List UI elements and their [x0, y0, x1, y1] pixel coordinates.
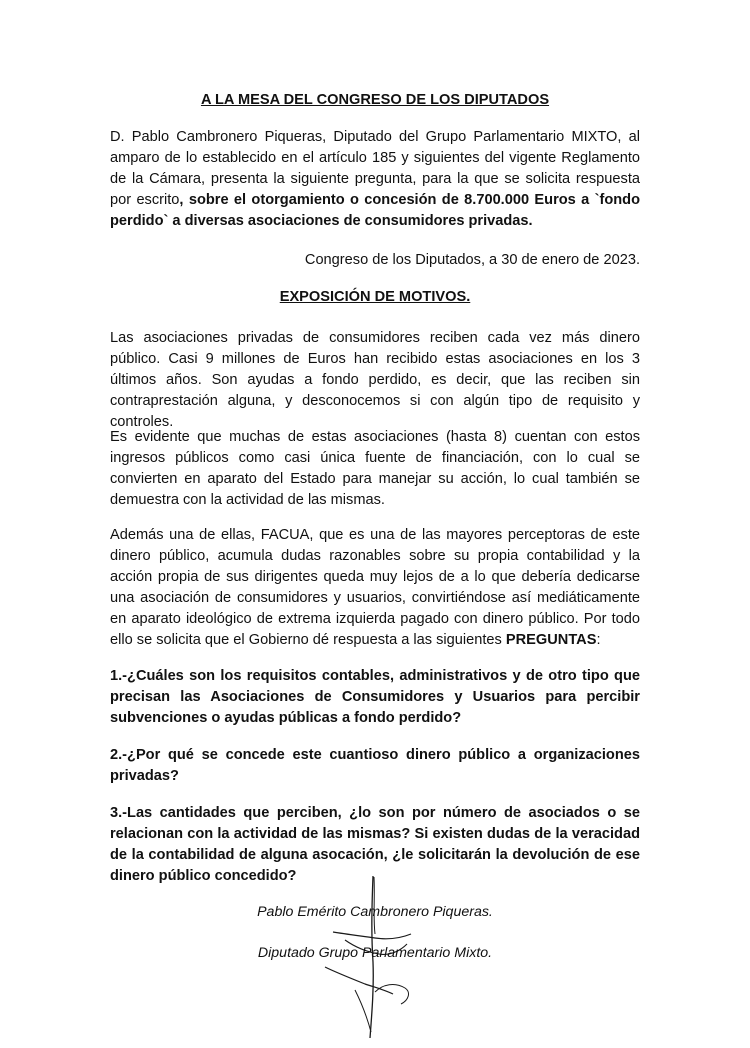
question-3: 3.-Las cantidades que perciben, ¿lo son por número de asociados o se relacionan con la actividad de las mismas? Si existen dudas de la veracidad de la contabilidad de alguna asocación, ¿le solicitarán la devolución de ese dinero público concedido?: [110, 805, 640, 884]
paragraph-3: [110, 525, 640, 651]
intro-text: D. Pablo Cambronero Piqueras, Diputado del Grupo Parlamentario MIXTO, al amparo de lo establecido en el artículo 185 y siguientes del vigente Reglamento de la Cámara, presenta la siguiente pregunta, para la que se solicita respuesta por escrito: [110, 129, 640, 208]
intro-bold-text: , sobre el otorgamiento o concesión de 8.700.000 Euros a `fondo perdido` a diversas asociaciones de consumidores privadas.: [110, 192, 640, 229]
section-title: EXPOSICIÓN DE MOTIVOS.: [279, 289, 471, 305]
paragraph-2: Es evidente que muchas de estas asociaciones (hasta 8) cuentan con estos ingresos públicos como casi única fuente de financiación, con lo cual se convierten en aparato del Estado para manejar su acción, lo cual también se demuestra con la actividad de las mismas.: [110, 429, 640, 508]
signature-name: Pablo Emérito Cambronero Piqueras.: [257, 904, 493, 920]
document-title: A LA MESA DEL CONGRESO DE LOS DIPUTADOS: [200, 92, 550, 108]
date-line: Congreso de los Diputados, a 30 de enero de 2023.: [304, 252, 640, 268]
question-1: 1.-¿Cuáles son los requisitos contables, administrativos y de otro tipo que precisan las Asociaciones de Consumidores y Usuarios para percibir subvenciones o ayudas públicas a fondo perdido?: [110, 668, 640, 726]
signature-role: Diputado Grupo Parlamentario Mixto.: [257, 945, 493, 961]
preguntas-label: PREGUNTAS: [505, 632, 597, 648]
paragraph-1: Las asociaciones privadas de consumidores reciben cada vez más dinero público. Casi 9 millones de Euros han recibido estas asociaciones en los 3 últimos años. Son ayudas a fondo perdido, es decir, que las reciben sin contraprestación alguna, y desconocemos si con algún tipo de requisito y controles.: [110, 330, 640, 430]
paragraph-3-text: Además una de ellas, FACUA, que es una de las mayores perceptoras de este dinero público, acumula dudas razonables sobre su propia contabilidad y la acción propia de sus dirigentes queda muy lejos de a lo que debería dedicarse una asociación de consumidores y usuarios, convirtiéndose así mediáticamente en aparato ideológico de extrema izquierda pagado con dinero público. Por todo ello se solicita que el Gobierno dé respuesta a las siguientes: [110, 527, 640, 648]
intro-paragraph: [110, 127, 640, 232]
question-2: 2.-¿Por qué se concede este cuantioso dinero público a organizaciones privadas?: [110, 747, 640, 784]
paragraph-3-tail: :: [596, 632, 601, 648]
